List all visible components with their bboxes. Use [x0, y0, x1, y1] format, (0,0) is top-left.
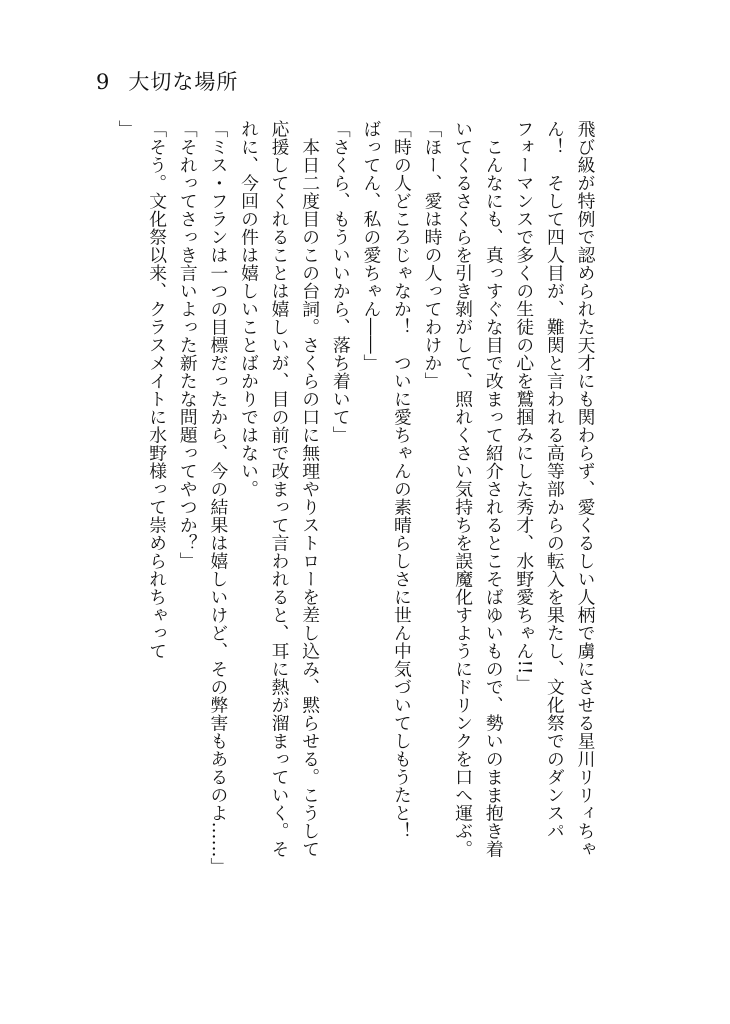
text-line: 「ほー、愛は時の人ってわけか」 — [422, 120, 444, 390]
chapter-title: 大切な場所 — [128, 70, 239, 94]
text-line: 応援してくれることは嬉しいが、目の前で改まって言われると、耳に熱が溜まっていく。そ — [269, 120, 291, 858]
text-line: 「時の人どころじゃなか！ ついに愛ちゃんの素晴らしさに世ん中気づいてしもうたと！ — [391, 120, 413, 840]
text-line: れに、今回の件は嬉しいことばかりではない。 — [238, 120, 260, 498]
text-line: こんなにも、真っすぐな目で改まって紹介されるとこそばゆいもので、勢いのまま抱き着 — [483, 120, 505, 858]
text-line: 「それってさっき言いよった新たな問題ってやつか？」 — [177, 120, 199, 570]
text-line: 」 — [116, 120, 138, 138]
text-line: 本日二度目のこの台詞。さくらの口に無理やりストローを差し込み、黙らせる。こうして — [299, 120, 321, 858]
text-line: 「さくら、もういいから、落ち着いて」 — [330, 120, 352, 444]
text-line: いてくるさくらを引き剝がして、照れくさい気持ちを誤魔化すようにドリンクを口へ運ぶ。 — [452, 120, 474, 858]
text-line: 飛び級が特例で認められた天才にも関わらず、愛くるしい人柄で虜にさせる星川リリィちゃ — [575, 120, 596, 858]
chapter-header — [96, 66, 238, 96]
vertical-body-text — [111, 120, 601, 940]
text-line: 「ミス・フランは一つの目標だったから、今の結果は嬉しいけど、その弊害もあるのよ……」 — [207, 120, 229, 876]
text-line: ばってん、私の愛ちゃん――」 — [360, 120, 382, 372]
text-line: 「そう。文化祭以来、クラスメイトに水野様って崇められちゃって — [146, 120, 168, 660]
text-line: フォーマンスで多くの生徒の心を鷲掴みにした秀才、水野愛ちゃん!!」 — [513, 120, 535, 693]
chapter-number: 9 — [96, 70, 111, 94]
text-line: ん！ そして四人目が、難関と言われる高等部からの転入を果たし、文化祭でのダンスパ — [544, 120, 566, 840]
